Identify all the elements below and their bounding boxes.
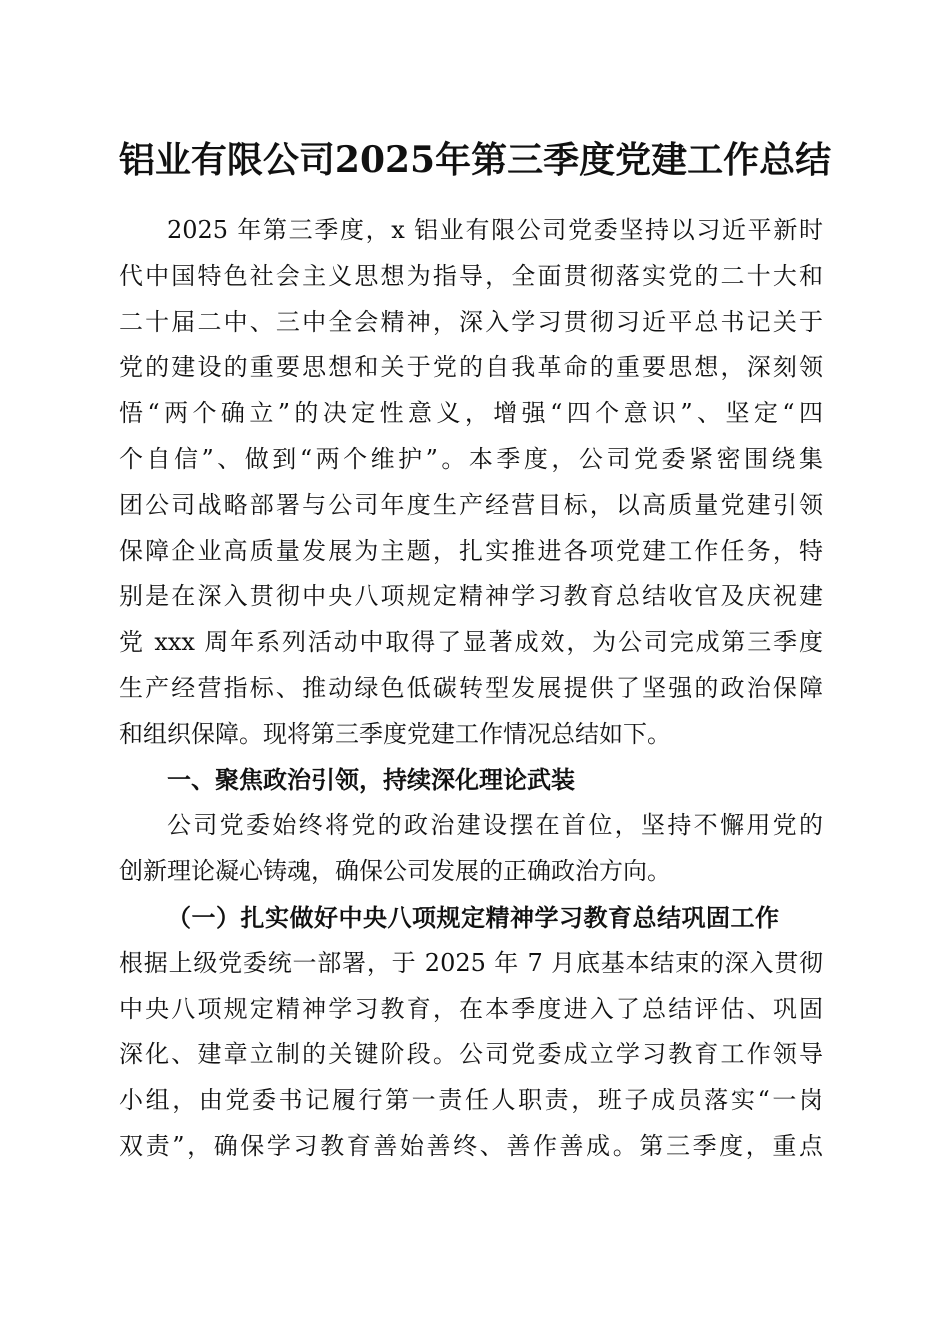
intro-line: 2025 年第三季度，x 铝业有限公司党委坚持以习近平新时 [167, 216, 823, 244]
subsection-line: 根据上级党委统一部署，于 2025 年 7 月底基本结束的深入贯彻 [119, 948, 823, 977]
intro-line: 别是在深入贯彻中央八项规定精神学习教育总结收官及庆祝建 [119, 582, 823, 611]
section-line: 公司党委始终将党的政治建设摆在首位，坚持不懈用党的 [167, 811, 823, 840]
subsection-heading: （一）扎实做好中央八项规定精神学习教育总结巩固工作 [167, 902, 780, 932]
intro-line: 党的建设的重要思想和关于党的自我革命的重要思想，深刻领 [119, 353, 823, 382]
section-line: 创新理论凝心铸魂，确保公司发展的正确政治方向。 [119, 857, 671, 886]
intro-line: 党 xxx 周年系列活动中取得了显著成效，为公司完成第三季度 [119, 628, 823, 657]
intro-line: 团公司战略部署与公司年度生产经营目标，以高质量党建引领 [119, 490, 823, 519]
subsection-line: 小组，由党委书记履行第一责任人职责，班子成员落实“一岗 [119, 1086, 823, 1115]
document-body [119, 208, 823, 1170]
intro-line: 二十届二中、三中全会精神，深入学习贯彻习近平总书记关于 [119, 307, 823, 336]
subsection-line: 中央八项规定精神学习教育，在本季度进入了总结评估、巩固 [119, 994, 823, 1023]
subsection-line: 深化、建章立制的关键阶段。公司党委成立学习教育工作领导 [119, 1040, 823, 1069]
section-heading: 一、聚焦政治引领，持续深化理论武装 [167, 765, 575, 794]
intro-line: 保障企业高质量发展为主题，扎实推进各项党建工作任务，特 [119, 536, 823, 565]
intro-line: 生产经营指标、推动绿色低碳转型发展提供了坚强的政治保障 [119, 673, 823, 702]
intro-line: 和组织保障。现将第三季度党建工作情况总结如下。 [119, 719, 671, 748]
intro-line: 个自信”、做到“两个维护”。本季度，公司党委紧密围绕集 [119, 444, 823, 473]
document-title: 铝业有限公司2025年第三季度党建工作总结 [118, 139, 832, 181]
subsection-line: 双责”，确保学习教育善始善终、善作善成。第三季度，重点 [119, 1131, 823, 1160]
intro-line: 代中国特色社会主义思想为指导，全面贯彻落实党的二十大和 [119, 261, 823, 290]
intro-line: 悟“两个确立”的决定性意义，增强“四个意识”、坚定“四 [119, 399, 823, 428]
